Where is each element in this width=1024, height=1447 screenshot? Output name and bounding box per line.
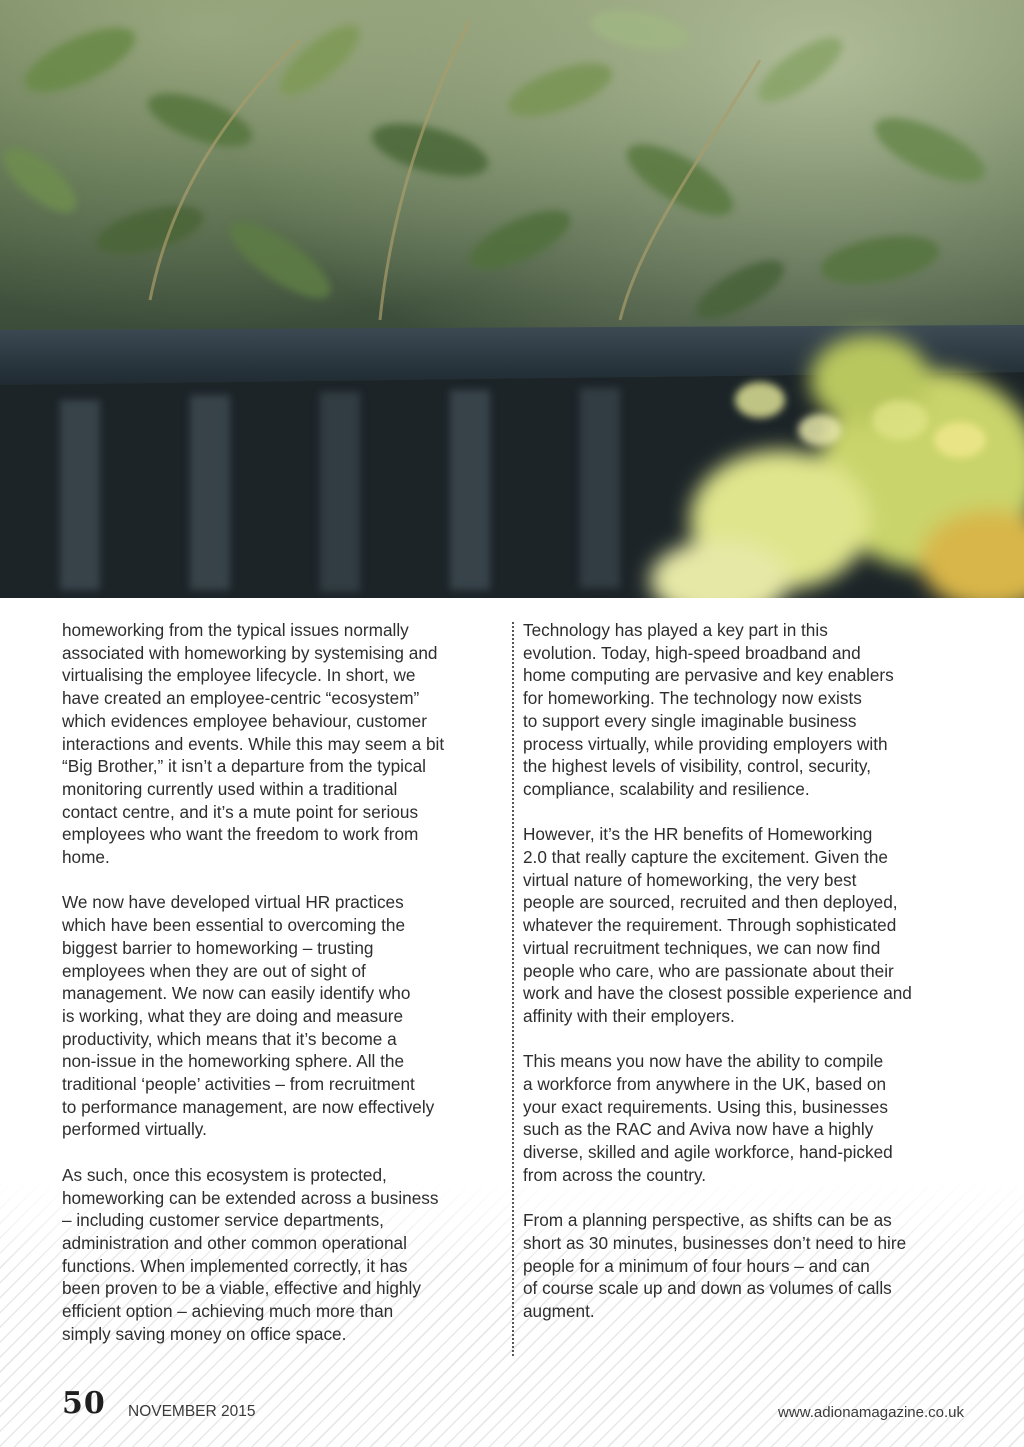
text-line: efficient option – achieving much more than — [62, 1301, 394, 1322]
text-line: have created an employee-centric “ecosystem” — [62, 688, 420, 709]
text-line: non-issue in the homeworking sphere. All the — [62, 1051, 405, 1072]
text-line: for homeworking. The technology now exists — [523, 688, 862, 709]
text-line: From a planning perspective, as shifts can be as — [523, 1210, 892, 1231]
article-right-column — [523, 619, 968, 1345]
website-url: www.adionamagazine.co.uk — [778, 1404, 964, 1421]
garden-photo-icon — [0, 0, 1024, 598]
text-line: work and have the closest possible experience and — [523, 983, 912, 1004]
text-line: administration and other common operational — [62, 1232, 407, 1253]
text-line: employees when they are out of sight of — [62, 960, 366, 981]
text-line: simply saving money on office space. — [62, 1323, 347, 1344]
text-line: productivity, which means that it’s become a — [62, 1028, 397, 1049]
text-line: monitoring currently used within a traditional — [62, 778, 398, 799]
text-line: traditional ‘people’ activities – from recruitment — [62, 1074, 415, 1095]
text-line: people who care, who are passionate about their — [523, 960, 894, 981]
text-line: been proven to be a viable, effective and highly — [62, 1278, 421, 1299]
text-line: homeworking can be extended across a business — [62, 1187, 439, 1208]
text-line: employees who want the freedom to work from — [62, 824, 419, 845]
text-line: virtual nature of homeworking, the very best — [523, 869, 857, 890]
text-line: which have been essential to overcoming the — [62, 915, 406, 936]
text-line: from across the country. — [523, 1164, 707, 1185]
text-line: short as 30 minutes, businesses don’t need to hire — [523, 1232, 907, 1253]
paragraph — [523, 1050, 968, 1186]
text-line: This means you now have the ability to compile — [523, 1051, 884, 1072]
text-line: functions. When implemented correctly, it has — [62, 1255, 408, 1276]
column-divider — [512, 622, 514, 1356]
text-line: virtualising the employee lifecycle. In short, we — [62, 665, 416, 686]
text-line: management. We now can easily identify who — [62, 983, 411, 1004]
text-line: However, it’s the HR benefits of Homeworking — [523, 824, 873, 845]
text-line: a workforce from anywhere in the UK, based on — [523, 1074, 887, 1095]
text-line: people for a minimum of four hours – and can — [523, 1255, 870, 1276]
text-line: whatever the requirement. Through sophisticated — [523, 915, 897, 936]
paragraph — [62, 619, 502, 869]
issue-date: NOVEMBER 2015 — [128, 1403, 256, 1420]
text-line: homeworking from the typical issues normally — [62, 620, 409, 640]
text-line: – including customer service departments, — [62, 1210, 384, 1231]
page-number: 50 — [62, 1386, 106, 1421]
paragraph — [62, 891, 502, 1141]
paragraph — [62, 1164, 502, 1346]
text-line: As such, once this ecosystem is protected, — [62, 1164, 387, 1185]
text-line: diverse, skilled and agile workforce, hand-picked — [523, 1142, 893, 1163]
text-line: compliance, scalability and resilience. — [523, 778, 810, 799]
text-line: interactions and events. While this may seem a bit — [62, 733, 445, 754]
text-line: virtual recruitment techniques, we can now find — [523, 937, 881, 958]
text-line: is working, what they are doing and measure — [62, 1005, 404, 1026]
text-line: the highest levels of visibility, control, security, — [523, 756, 872, 777]
text-line: biggest barrier to homeworking – trusting — [62, 937, 374, 958]
text-line: people are sourced, recruited and then deployed, — [523, 892, 898, 913]
text-line: “Big Brother,” it isn’t a departure from the typical — [62, 756, 426, 777]
text-line: home. — [62, 847, 110, 868]
text-line: associated with homeworking by systemising and — [62, 642, 438, 663]
paragraph — [523, 619, 968, 801]
text-line: Technology has played a key part in this — [523, 620, 828, 640]
article-left-column — [62, 619, 502, 1368]
hero-photo — [0, 0, 1024, 598]
text-line: affinity with their employers. — [523, 1005, 735, 1026]
paragraph — [523, 823, 968, 1027]
text-line: such as the RAC and Aviva now have a highly — [523, 1119, 874, 1140]
text-line: 2.0 that really capture the excitement. Given the — [523, 847, 888, 868]
text-line: process virtually, while providing employers with — [523, 733, 888, 754]
paragraph — [523, 1209, 968, 1323]
text-line: home computing are pervasive and key enablers — [523, 665, 894, 686]
text-line: contact centre, and it’s a mute point for serious — [62, 801, 419, 822]
text-line: evolution. Today, high-speed broadband and — [523, 642, 861, 663]
text-line: to support every single imaginable business — [523, 710, 857, 731]
text-line: which evidences employee behaviour, customer — [62, 710, 427, 731]
text-line: your exact requirements. Using this, businesses — [523, 1096, 888, 1117]
text-line: to performance management, are now effectively — [62, 1096, 435, 1117]
text-line: of course scale up and down as volumes of calls — [523, 1278, 892, 1299]
text-line: augment. — [523, 1301, 595, 1322]
text-line: We now have developed virtual HR practices — [62, 892, 404, 913]
text-line: performed virtually. — [62, 1119, 207, 1140]
